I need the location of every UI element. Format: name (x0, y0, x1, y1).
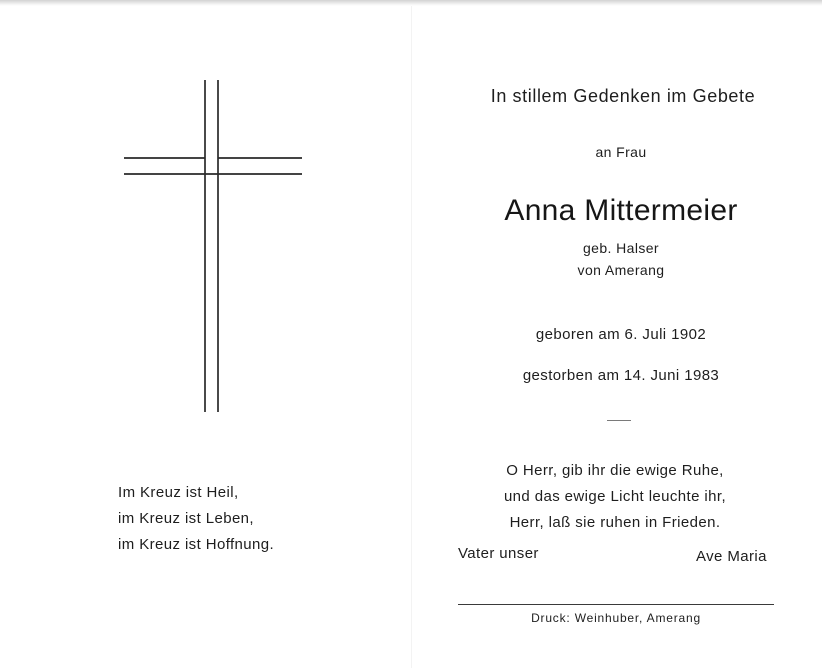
prayer-line: O Herr, gib ihr die ewige Ruhe, (506, 462, 724, 479)
prayer-line: und das ewige Licht leuchte ihr, (503, 488, 727, 505)
footer-rule (458, 604, 774, 605)
cross-verse-line: im Kreuz ist Leben, (118, 510, 254, 527)
vater-unser: Vater unser (458, 545, 539, 562)
deceased-name: Anna Mittermeier (504, 194, 738, 227)
death-date: gestorben am 14. Juni 1983 (522, 367, 720, 384)
divider (607, 420, 631, 421)
prayer-line: Herr, laß sie ruhen in Frieden. (509, 514, 721, 531)
origin: von Amerang (577, 262, 665, 278)
cross-verse-line: im Kreuz ist Hoffnung. (118, 536, 275, 553)
ave-maria: Ave Maria (696, 548, 767, 565)
card-fold (411, 6, 412, 668)
cross-icon (120, 76, 310, 416)
maiden-name: geb. Halser (583, 240, 659, 256)
salutation: an Frau (595, 144, 647, 160)
memorial-heading: In stillem Gedenken im Gebete (490, 86, 756, 106)
cross-verse-line: Im Kreuz ist Heil, (118, 484, 239, 501)
prayer-text (458, 458, 772, 536)
cross-verse (118, 480, 274, 558)
birth-date: geboren am 6. Juli 1902 (535, 326, 707, 343)
printer-name: Weinhuber, Amerang (574, 611, 701, 625)
printer-credit (458, 611, 774, 625)
printer-label: Druck: (531, 611, 571, 625)
